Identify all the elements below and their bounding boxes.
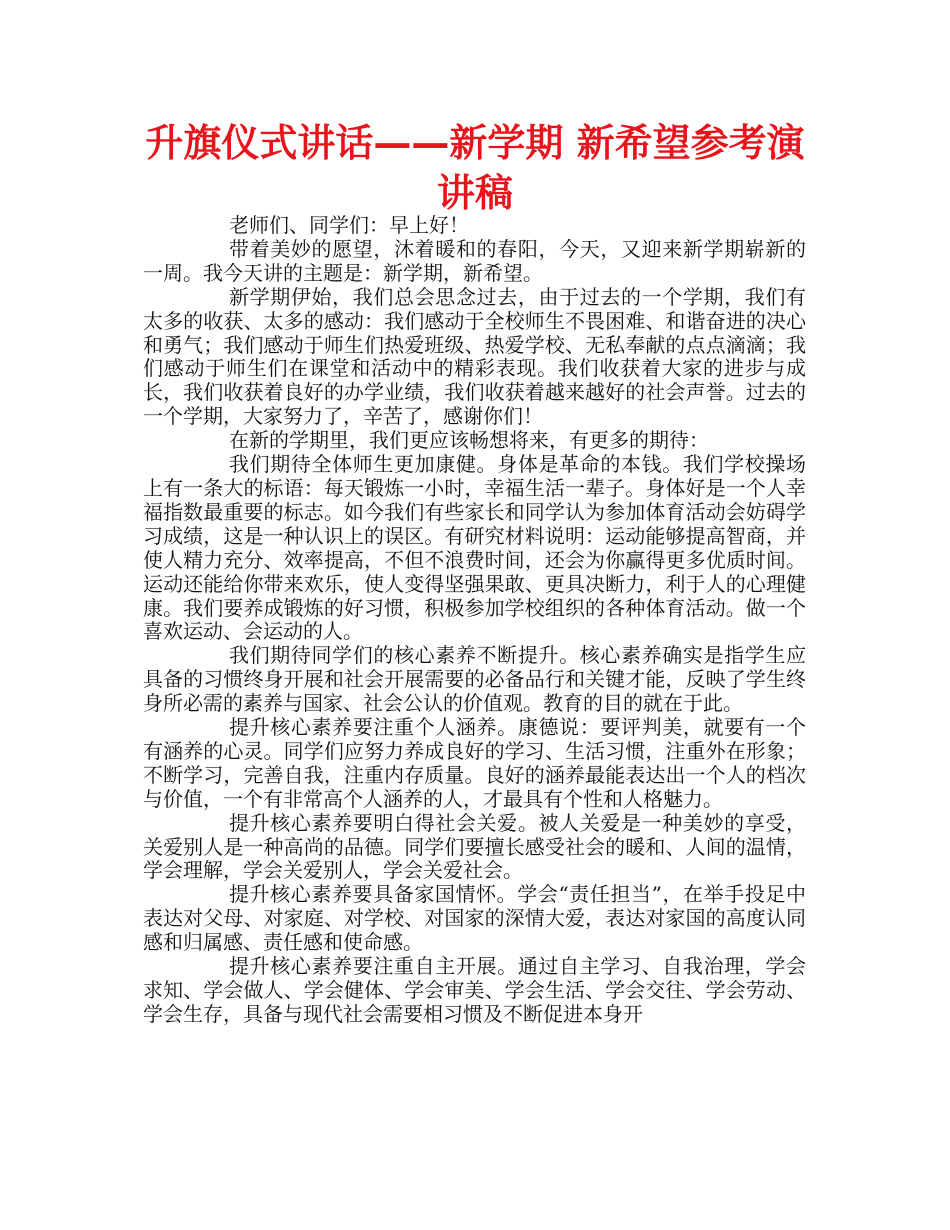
document-title: 升旗仪式讲话——新学期 新希望参考演讲稿: [145, 121, 805, 215]
paragraph: 新学期伊始，我们总会思念过去，由于过去的一个学期，我们有太多的收获、太多的感动：我们感动于全校师生不畏困难、和谐奋进的决心和勇气；我们感动于师生们热爱班级、热爱学校、无私奉献的点点滴滴；我们感动于师生们在课堂和活动中的精彩表现。我们收获着大家的进步与成长，我们收获着良好的办学业绩，我们收获着越来越好的社会声誉。过去的一个学期，大家努力了，辛苦了，感谢你们！: [143, 284, 806, 429]
document-body: [143, 214, 806, 1027]
paragraph: 我们期待同学们的核心素养不断提升。核心素养确实是指学生应具备的习惯终身开展和社会开展需要的必备品行和关键才能，反映了学生终身所必需的素养与国家、社会公认的价值观。教育的目的就在于此。: [143, 643, 806, 716]
paragraph: 提升核心素养要注重自主开展。通过自主学习、自我治理，学会求知、学会做人、学会健体、学会审美、学会生活、学会交往、学会劳动、学会生存，具备与现代社会需要相习惯及不断促进本身开: [143, 954, 806, 1026]
paragraph-greeting: 老师们、同学们：早上好！: [229, 213, 469, 237]
paragraph: 带着美妙的愿望，沐着暖和的春阳，今天，又迎来新学期崭新的一周。我今天讲的主题是：新学期，新希望。: [143, 236, 806, 285]
paragraph: 在新的学期里，我们更应该畅想将来，有更多的期待：: [229, 428, 709, 453]
paragraph: 提升核心素养要明白得社会关爱。被人关爱是一种美妙的享受，关爱别人是一种高尚的品德。同学们要擅长感受社会的暖和、人间的温情，学会理解，学会关爱别人，学会关爱社会。: [143, 810, 806, 883]
paragraph: 提升核心素养要注重个人涵养。康德说：要评判美，就要有一个有涵养的心灵。同学们应努力养成良好的学习、生活习惯，注重外在形象；不断学习，完善自我，注重内存质量。良好的涵养最能表达出一个人的档次与价值，一个有非常高个人涵养的人，才最具有个性和人格魅力。: [143, 715, 806, 811]
paragraph: 我们期待全体师生更加康健。身体是革命的本钱。我们学校操场上有一条大的标语：每天锻炼一小时，幸福生活一辈子。身体好是一个人幸福指数最重要的标志。如今我们有些家长和同学认为参加体育活动会妨碍学习成绩，这是一种认识上的误区。有研究材料说明：运动能够提高智商，并使人精力充分、效率提高，不但不浪费时间，还会为你赢得更多优质时间。运动还能给你带来欢乐，使人变得坚强果敢、更具决断力，利于人的心理健康。我们要养成锻炼的好习惯，积极参加学校组织的各种体育活动。做一个喜欢运动、会运动的人。: [143, 452, 806, 644]
paragraph: 提升核心素养要具备家国情怀。学会“责任担当”，在举手投足中表达对父母、对家庭、对学校、对国家的深情大爱，表达对家国的高度认同感和归属感、责任感和使命感。: [143, 882, 806, 955]
